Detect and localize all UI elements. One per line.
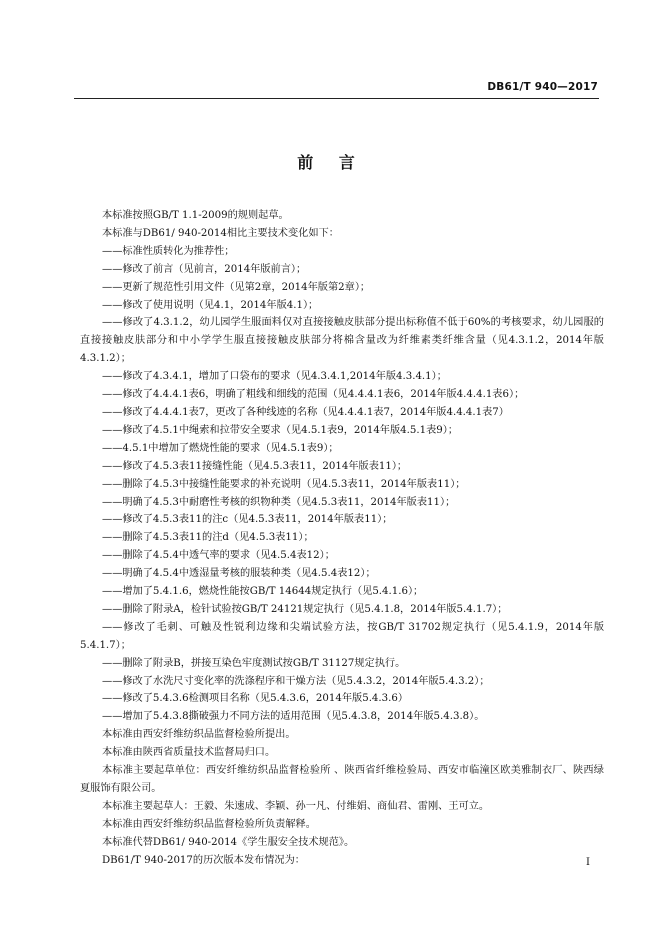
change-item: ——修改了使用说明（见4.1，2014年版4.1）； [102,299,319,311]
change-item: ——增加了5.4.1.6，燃烧性能按GB/T 14644规定执行（见5.4.1.6）； [102,586,424,598]
change-item: ——修改了5.4.3.6检测项目名称（见5.4.3.6，2014年版5.4.3.6） [102,693,409,705]
page-title: 前 言 [297,153,365,172]
change-item: ——修改了4.5.1中绳索和拉带安全要求（见4.5.1表9，2014年版4.5.1表9）； [102,424,459,436]
change-item: ——删除了4.5.4中透气率的要求（见4.5.4表12）； [102,550,335,562]
document-code: DB61/T 940—2017 [487,81,598,93]
paragraph: 本标准主要起草人：王毅、朱速成、李颖、孙一凡、付维娟、商仙君、雷刚、王可立。 [102,800,490,812]
change-item: ——删除了4.5.3表11的注d（见4.5.3表11）； [102,532,314,544]
change-item: ——修改了4.3.4.1，增加了口袋布的要求（见4.3.4.1,2014年版4.3.4.1）； [102,371,447,383]
header-rule [74,98,599,99]
paragraph: 本标准主要起草单位：西安纤维纺织品监督检验所 、陕西省纤维检验局、西安市临潼区欧美雅制衣厂、陕西绿夏服饰有限公司。 [80,765,604,794]
paragraph: 本标准代替DB61/ 940-2014《学生服安全技术规范》。 [102,836,355,848]
change-item: ——明确了4.5.3中耐磨性考核的织物种类（见4.5.3表11，2014年版表11）； [102,496,456,508]
page-number: I [586,857,590,868]
change-item: ——删除了附录B，拼接互染色牢度测试按GB/T 31127规定执行。 [102,657,406,669]
foreword-body [80,207,604,870]
change-item: ——修改了4.4.4.1表7，更改了各种线迹的名称（见4.4.4.1表7，2014年版4.4.4.1表7） [102,406,509,418]
paragraph: 本标准与DB61/ 940-2014相比主要技术变化如下： [102,227,339,239]
change-item: ——修改了毛刺、可触及性锐利边缘和尖端试验方法，按GB/T 31702规定执行（见5.4.1.9，2014年版5.4.1.7）； [80,621,604,651]
change-item: ——明确了4.5.4中透湿量考核的服装种类（见4.5.4表12）； [102,568,376,580]
paragraph: 本标准由西安纤维纺织品监督检验所提出。 [102,729,296,741]
paragraph: 本标准按照GB/T 1.1-2009的规则起草。 [102,210,289,221]
change-item: ——修改了4.4.4.1表6，明确了粗线和细线的范围（见4.4.4.1表6，2014年版4.4.4.1表6）； [102,389,525,401]
change-item: ——增加了5.4.3.8撕破强力不同方法的适用范围（见5.4.3.8，2014年版5.4.3.8）。 [102,711,485,723]
change-item: ——修改了前言（见前言，2014年版前言）； [102,263,307,275]
change-item: ——标准性质转化为推荐性； [102,245,235,257]
change-item: ——修改了4.5.3表11接缝性能（见4.5.3表11，2014年版表11）； [102,460,408,472]
change-item: ——修改了水洗尺寸变化率的洗涤程序和干燥方法（见5.4.3.2，2014年版5.4.3.2）； [102,675,490,687]
change-item: ——4.5.1中增加了燃烧性能的要求（见4.5.1表9）； [102,442,339,454]
change-item: ——修改了4.3.1.2，幼儿园学生服面料仅对直接接触皮肤部分提出标称值不低于60%的考核要求，幼儿园服的直接接触皮肤部分和中小学学生服直接接触皮肤部分将棉含量改为纤维素类纤维含量（见4.3.1.2，2014年版4.3.1.2）； [80,317,604,365]
paragraph: 本标准由西安纤维纺织品监督检验所负责解释。 [102,818,316,830]
change-item: ——更新了规范性引用文件（见第2章，2014年版第2章）； [102,281,371,293]
paragraph: DB61/T 940-2017的历次版本发布情况为： [102,854,305,866]
change-item: ——删除了附录A，检针试验按GB/T 24121规定执行（见5.4.1.8，2014年版5.4.1.7）； [102,603,508,615]
change-item: ——删除了4.5.3中接缝性能要求的补充说明（见4.5.3表11，2014年版表11）； [102,478,466,490]
change-item: ——修改了4.5.3表11的注c（见4.5.3表11，2014年版表11）； [102,514,393,526]
paragraph: 本标准由陕西省质量技术监督局归口。 [102,747,276,759]
